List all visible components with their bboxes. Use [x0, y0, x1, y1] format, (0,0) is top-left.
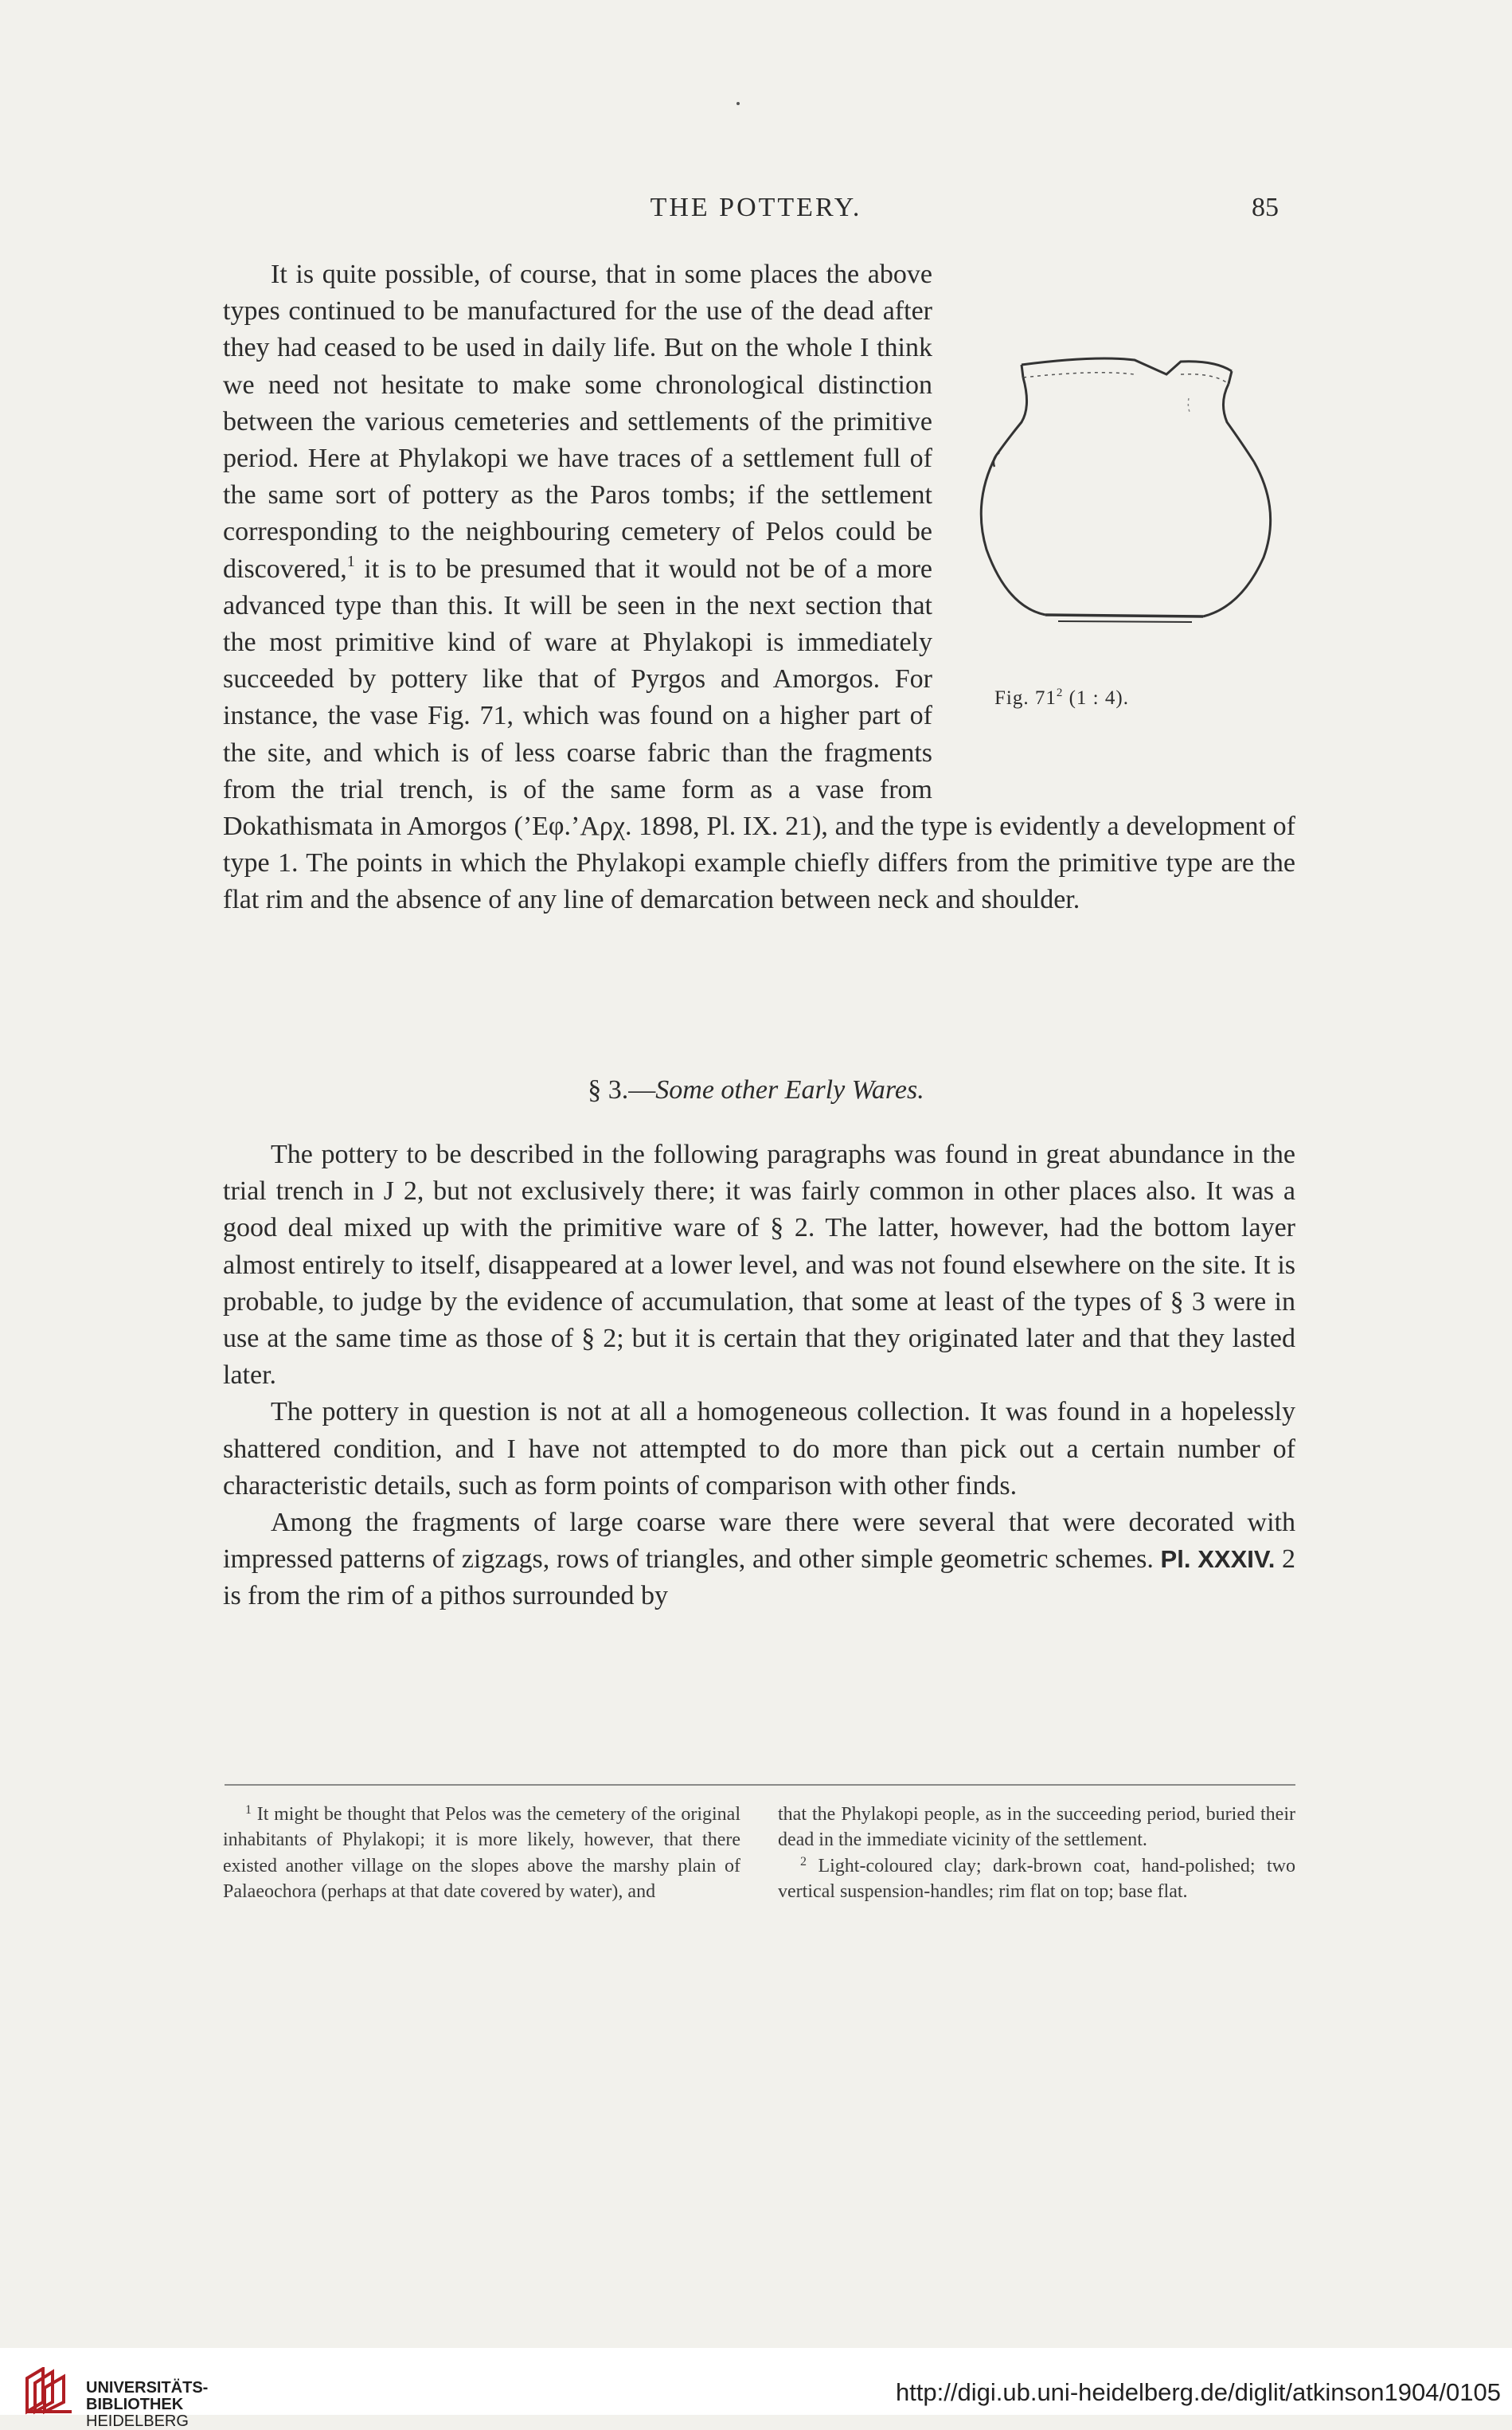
paragraph-3-text: Among the fragments of large coarse ware there were several that were decorated with impressed patterns of zigzags, rows of triangles, and other simple geometric schemes.: [223, 1508, 1295, 1575]
running-head: [0, 193, 1512, 225]
paragraph-1: The pottery to be described in the following paragraphs was found in great abundance in the trial trench in J 2, but not exclusively there; it was fairly common in other places also. It was a good deal mixed up with the primitive ware of § 2. The latter, however, had the bottom layer almost entirely to itself, disappeared at a lower level, and was not found elsewhere on the site. It is probable, to judge by the evidence of accumulation, that some at least of the types of § 3 were in use at the same time as those of § 2; but it is certain that they originated later and that they lasted later.: [223, 1140, 1295, 1391]
library-line-2: BIBLIOTHEK: [86, 2396, 184, 2413]
vase-drawing-icon: [975, 350, 1278, 653]
footnote-ref-1: 1: [346, 552, 355, 570]
intro-block: [223, 256, 1295, 919]
footnote-rule: [225, 1784, 1295, 1786]
footnote-1-continued: that the Phylakopi people, as in the succeeding period, buried their dead in the immediate vicinity of the settlement.: [778, 1804, 1295, 1851]
footnote-1-marker: 1: [245, 1803, 252, 1817]
footnote-2-text: Light-coloured clay; dark-brown coat, hand-polished; two vertical suspension-handles; rim flat on top; base flat.: [778, 1855, 1295, 1902]
footnote-2-marker: 2: [800, 1854, 807, 1868]
page-speck: [736, 102, 740, 105]
paragraph-3: [223, 1505, 1295, 1615]
plate-reference: Pl. XXXIV.: [1160, 1545, 1276, 1574]
section-3-body: [223, 1137, 1295, 1615]
footnote-2: [778, 1853, 1295, 1905]
source-url-link[interactable]: http://digi.ub.uni-heidelberg.de/diglit/atkinson1904/0105: [895, 2378, 1501, 2406]
paragraph-3-tail: 2 is from the rim of a pithos surrounded by: [223, 1544, 1295, 1611]
figure-caption-label: Fig. 71: [994, 687, 1057, 709]
footnote-column-right: [778, 1802, 1295, 1904]
running-title: THE POTTERY.: [650, 193, 862, 222]
intro-text-1: It is quite possible, of course, that in some places the above types continued to be manufactured for the use of the dead after they had ceased to be used in daily life. But on the whole I think we need not hesitate to make some chronological distinction between the various cemeteries and settlements of the primitive period. Here at Phylakopi we have traces of a settlement full of the same sort of pottery as the Paros tombs; if the settlement corresponding to the neighbouring cemetery of Pelos could be discovered,: [223, 260, 932, 584]
ub-heidelberg-logo-icon: [24, 2367, 75, 2415]
paragraph-2: The pottery in question is not at all a homogeneous collection. It was found in a hopelessly shattered condition, and I have not attempted to do more than pick out a certain number of characteristic details, such as form points of comparison with other finds.: [223, 1397, 1295, 1501]
footnote-1-text: It might be thought that Pelos was the cemetery of the original inhabitants of Phylakopi; it is more likely, however, that there existed another village on the slopes above the marshy plain of Palaeochora (perhaps at that date covered by water), and: [223, 1804, 740, 1902]
figure-footnote-ref: 2: [1056, 687, 1064, 699]
library-name: [86, 2380, 208, 2430]
figure-caption: [994, 680, 1129, 717]
section-title: Some other Early Wares.: [655, 1075, 924, 1105]
intro-text-2: it is to be presumed that it would not be of a more advanced type than this. It will be seen in the next section that the most primitive kind of ware at Phylakopi is immediately succeeded by pottery like that of Pyrgos and Amorgos. For instance, the vase Fig. 71, which was found on a higher part of the site, and which is of less coarse fabric than the fragments from the trial trench, is of the same form as a vase from Dokathismata in Amorgos (’Εφ.’Αρχ. 1898, Pl. IX. 21), and the type is evidently a development of type 1. The points in which the Phylakopi example chiefly differs from the primitive type are the flat rim and the absence of any line of demarcation between neck and shoulder.: [223, 554, 1295, 915]
footnote-1: [223, 1802, 740, 1904]
page-number: 85: [1252, 193, 1279, 222]
footnote-column-left: [223, 1802, 740, 1904]
figure-caption-scale: (1 : 4).: [1063, 687, 1129, 709]
figure-71: [961, 256, 1295, 773]
library-line-3: HEIDELBERG: [86, 2412, 189, 2430]
section-heading: [0, 1075, 1512, 1105]
library-line-1: UNIVERSITÄTS-: [86, 2379, 209, 2397]
section-number: § 3.—: [588, 1075, 656, 1105]
